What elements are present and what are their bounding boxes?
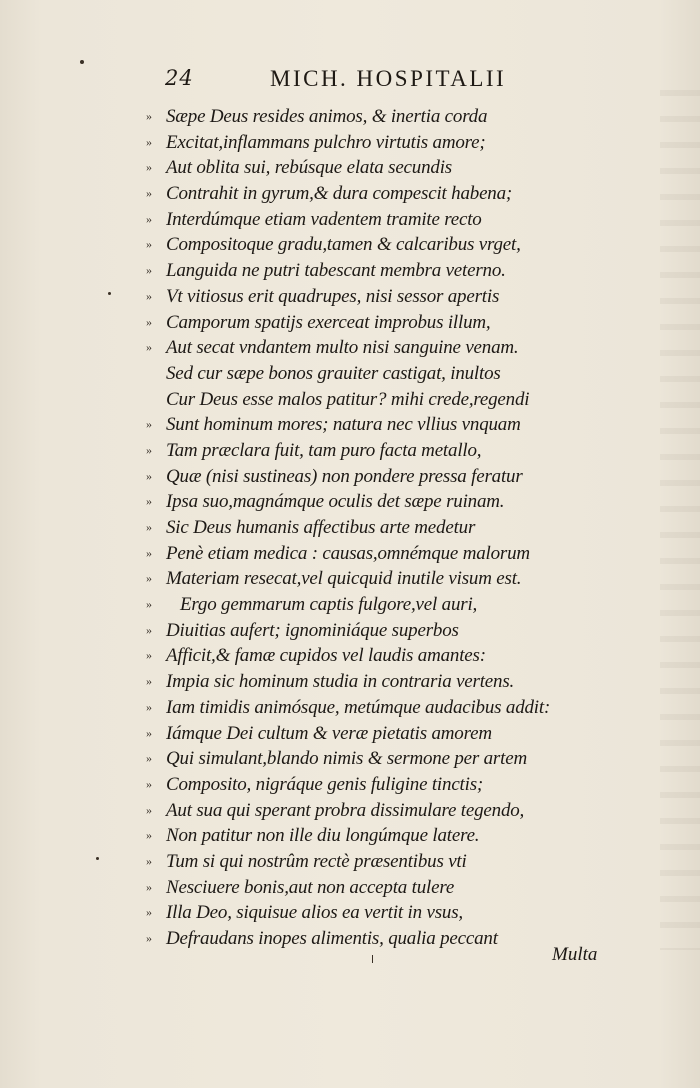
ink-speck <box>80 60 84 64</box>
quotation-mark: » <box>146 931 152 945</box>
verse-line <box>146 823 606 849</box>
verse-line <box>146 643 606 669</box>
quotation-mark: » <box>146 545 152 560</box>
verse-text: Excitat,inflammans pulchro virtutis amore; <box>166 131 486 153</box>
verse-line <box>146 207 606 233</box>
page-number: 24 <box>165 66 194 90</box>
quotation-mark: » <box>146 905 152 920</box>
quotation-mark: » <box>146 160 152 175</box>
verse-line <box>146 695 606 721</box>
verse-line <box>146 515 606 541</box>
verse-line <box>146 130 606 156</box>
quotation-mark: » <box>146 442 152 457</box>
verse-line <box>146 181 606 207</box>
verse-line <box>146 721 606 747</box>
quotation-mark: » <box>146 314 152 329</box>
quotation-mark: » <box>146 828 152 843</box>
quotation-mark: » <box>146 853 152 868</box>
verse-text: Ergo gemmarum captis fulgore,vel auri, <box>180 594 478 616</box>
verse-text: Qui simulant,blando nimis & sermone per artem <box>166 748 527 770</box>
verse-text: Composito, nigráque genis fuligine tinctis; <box>166 773 484 795</box>
verse-line <box>146 438 606 464</box>
verse-line <box>146 412 606 438</box>
verse-line <box>146 592 606 618</box>
catchword: Multa <box>552 944 598 965</box>
verse-text-block <box>146 104 606 952</box>
quotation-mark: » <box>146 802 152 817</box>
verse-line <box>146 541 606 567</box>
page-header <box>165 66 545 96</box>
quotation-mark: » <box>146 468 152 483</box>
verse-line <box>146 618 606 644</box>
verse-line <box>146 875 606 901</box>
verse-line <box>146 900 606 926</box>
verse-text: Defraudans inopes alimentis, qualia peccant <box>166 928 498 949</box>
quotation-mark: » <box>146 340 152 355</box>
verse-text: Compositoque gradu,tamen & calcaribus vrget, <box>166 234 521 256</box>
verse-text: Interdúmque etiam vadentem tramite recto <box>166 208 482 230</box>
verse-line <box>146 284 606 310</box>
verse-text: Aut sua qui sperant probra dissimulare tegendo, <box>166 799 525 821</box>
quotation-mark: » <box>146 571 152 586</box>
verse-text: Camporum spatijs exerceat improbus illum, <box>166 311 491 333</box>
verse-text: Afficit,& famæ cupidos vel laudis amantes: <box>166 645 486 667</box>
verse-line <box>146 849 606 875</box>
quotation-mark: » <box>146 725 152 740</box>
verse-line <box>146 310 606 336</box>
verse-text: Vt vitiosus erit quadrupes, nisi sessor apertis <box>166 285 500 307</box>
verse-text: Non patitur non ille diu longúmque latere. <box>166 825 480 847</box>
quotation-mark: » <box>146 237 152 252</box>
verse-text: Aut secat vndantem multo nisi sanguine venam. <box>166 337 519 359</box>
quotation-mark: » <box>146 699 152 714</box>
quotation-mark: » <box>146 776 152 791</box>
verse-line <box>146 926 606 952</box>
quotation-mark: » <box>146 494 152 509</box>
verse-line <box>146 669 606 695</box>
quotation-mark: » <box>146 622 152 637</box>
verse-text: Ipsa suo,magnámque oculis det sæpe ruinam. <box>166 491 505 513</box>
verse-line <box>146 361 606 387</box>
verse-text: Sed cur sæpe bonos grauiter castigat, inultos <box>166 362 501 384</box>
verse-text: Penè etiam medica : causas,omnémque malorum <box>166 542 530 564</box>
verse-text: Contrahit in gyrum,& dura compescit habena; <box>166 183 513 205</box>
quotation-mark: » <box>146 417 152 432</box>
verse-text: Tam præclara fuit, tam puro facta metallo, <box>166 439 482 461</box>
quotation-mark: » <box>146 751 152 766</box>
verse-line <box>146 155 606 181</box>
verse-text: Languida ne putri tabescant membra veterno. <box>166 260 506 282</box>
quotation-mark: » <box>146 263 152 278</box>
quotation-mark: » <box>146 288 152 303</box>
quotation-mark: » <box>146 674 152 689</box>
verse-text: Tum si qui nostrûm rectè præsentibus vti <box>166 850 467 872</box>
verse-line <box>146 104 606 130</box>
verse-line <box>146 258 606 284</box>
verse-line <box>146 232 606 258</box>
verse-text: Illa Deo, siquisue alios ea vertit in vsus, <box>166 902 463 924</box>
verse-line <box>146 335 606 361</box>
verse-text: Materiam resecat,vel quicquid inutile visum est. <box>166 568 522 590</box>
verse-text: Sunt hominum mores; natura nec vllius vnquam <box>166 414 521 436</box>
verse-text: Quæ (nisi sustineas) non pondere pressa feratur <box>166 465 523 487</box>
quotation-mark: » <box>146 597 152 612</box>
verse-text: Iámque Dei cultum & veræ pietatis amorem <box>166 722 492 744</box>
verse-line <box>146 387 606 413</box>
verse-line <box>146 798 606 824</box>
verse-text: Sic Deus humanis affectibus arte medetur <box>166 517 476 538</box>
ink-speck <box>96 857 99 860</box>
verse-text: Nesciuere bonis,aut non accepta tulere <box>166 876 455 898</box>
show-through-shadow <box>660 90 700 950</box>
quotation-mark: » <box>146 648 152 663</box>
ink-speck <box>372 955 373 963</box>
quotation-mark: » <box>146 186 152 201</box>
verse-line <box>146 464 606 490</box>
verse-text: Cur Deus esse malos patitur? mihi crede,regendi <box>166 388 530 410</box>
quotation-mark: » <box>146 109 152 123</box>
verse-text: Diuitias aufert; ignominiáque superbos <box>166 619 459 641</box>
verse-text: Impia sic hominum studia in contraria vertens. <box>166 671 515 693</box>
ink-speck <box>108 292 111 295</box>
verse-text: Iam timidis animósque, metúmque audacibus addit: <box>166 696 551 718</box>
quotation-mark: » <box>146 211 152 226</box>
running-head: MICH. HOSPITALII <box>270 66 507 91</box>
verse-line <box>146 746 606 772</box>
verse-line <box>146 489 606 515</box>
verse-text: Aut oblita sui, rebúsque elata secundis <box>166 157 452 179</box>
quotation-mark: » <box>146 134 152 149</box>
verse-text: Sæpe Deus resides animos, & inertia corda <box>166 106 488 127</box>
quotation-mark: » <box>146 879 152 894</box>
verse-line <box>146 566 606 592</box>
verse-line <box>146 772 606 798</box>
quotation-mark: » <box>146 520 152 534</box>
